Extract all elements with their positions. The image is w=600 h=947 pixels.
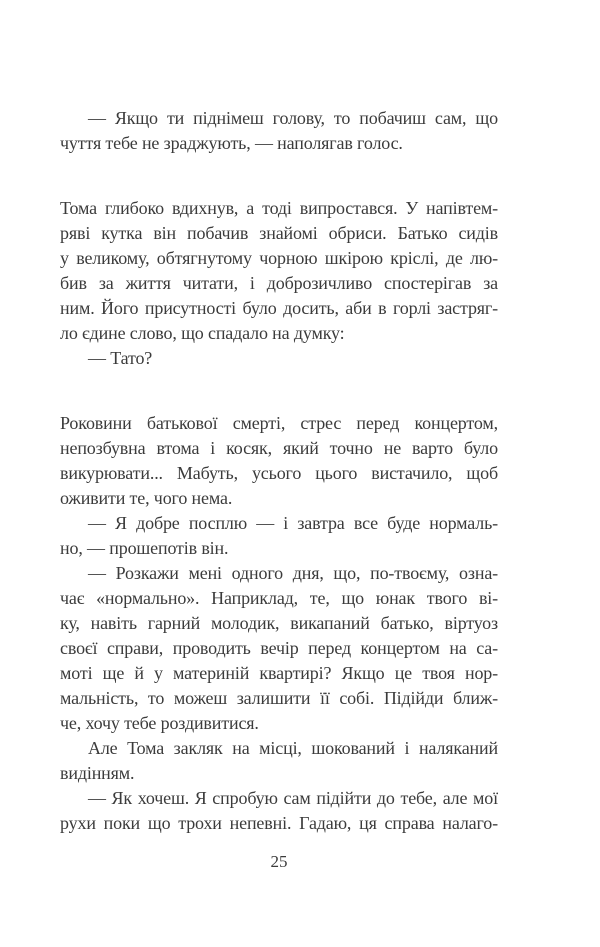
- text-line: — Якщо ти піднімеш голову, то побачиш сам, що: [88, 108, 498, 128]
- text-line: моті ще й у материній квартирі? Якщо це твоя нор-: [60, 663, 498, 683]
- text-line: но, — прошепотів він.: [60, 538, 229, 558]
- text-line: своєї справи, проводить вечір перед концертом на са-: [60, 638, 498, 658]
- text-line: видінням.: [60, 763, 135, 783]
- text-line: викурювати... Мабуть, усього цього вистачило, щоб: [60, 463, 498, 483]
- text-line: ним. Його присутності було досить, аби в горлі застряг-: [60, 298, 498, 318]
- text-line: ку, навіть гарний молодик, викапаний батько, віртуоз: [60, 613, 498, 633]
- text-line: ло єдине слово, що спадало на думку:: [60, 323, 345, 343]
- text-line: мальність, то можеш залишити її собі. Підійди ближ-: [60, 688, 498, 708]
- text-line: у великому, обтягнутому чорною шкірою кріслі, де лю-: [60, 248, 498, 268]
- page-number-label: 25: [270, 852, 288, 871]
- text-line: Тома глибоко вдихнув, а тоді випростався. У напівтем-: [60, 198, 498, 218]
- text-line: Роковини батькової смерті, стрес перед концертом,: [60, 413, 498, 433]
- text-line: Але Тома закляк на місці, шокований і наляканий: [88, 738, 498, 758]
- page-text: [60, 106, 498, 836]
- text-line: рухи поки що трохи непевні. Гадаю, ця справа налаго-: [60, 813, 498, 833]
- text-line: оживити те, чого нема.: [60, 488, 233, 508]
- text-line: бив за життя читати, і доброзичливо спостерігав за: [60, 273, 498, 293]
- text-line: чає «нормально». Наприклад, те, що юнак твого ві-: [60, 588, 498, 608]
- text-line: чуття тебе не зраджують, — наполягав голос.: [60, 133, 403, 153]
- text-line: — Я добре посплю — і завтра все буде нормаль-: [88, 513, 498, 533]
- text-line: че, хочу тебе роздивитися.: [60, 713, 259, 733]
- text-line: непозбувна втома і косяк, який точно не варто було: [60, 438, 498, 458]
- text-line: ряві кутка він побачив знайомі обриси. Батько сидів: [60, 223, 498, 243]
- text-line: — Як хочеш. Я спробую сам підійти до тебе, але мої: [88, 788, 498, 808]
- text-line: — Тато?: [88, 348, 153, 368]
- text-line: — Розкажи мені одного дня, що, по-твоєму, озна-: [88, 563, 498, 583]
